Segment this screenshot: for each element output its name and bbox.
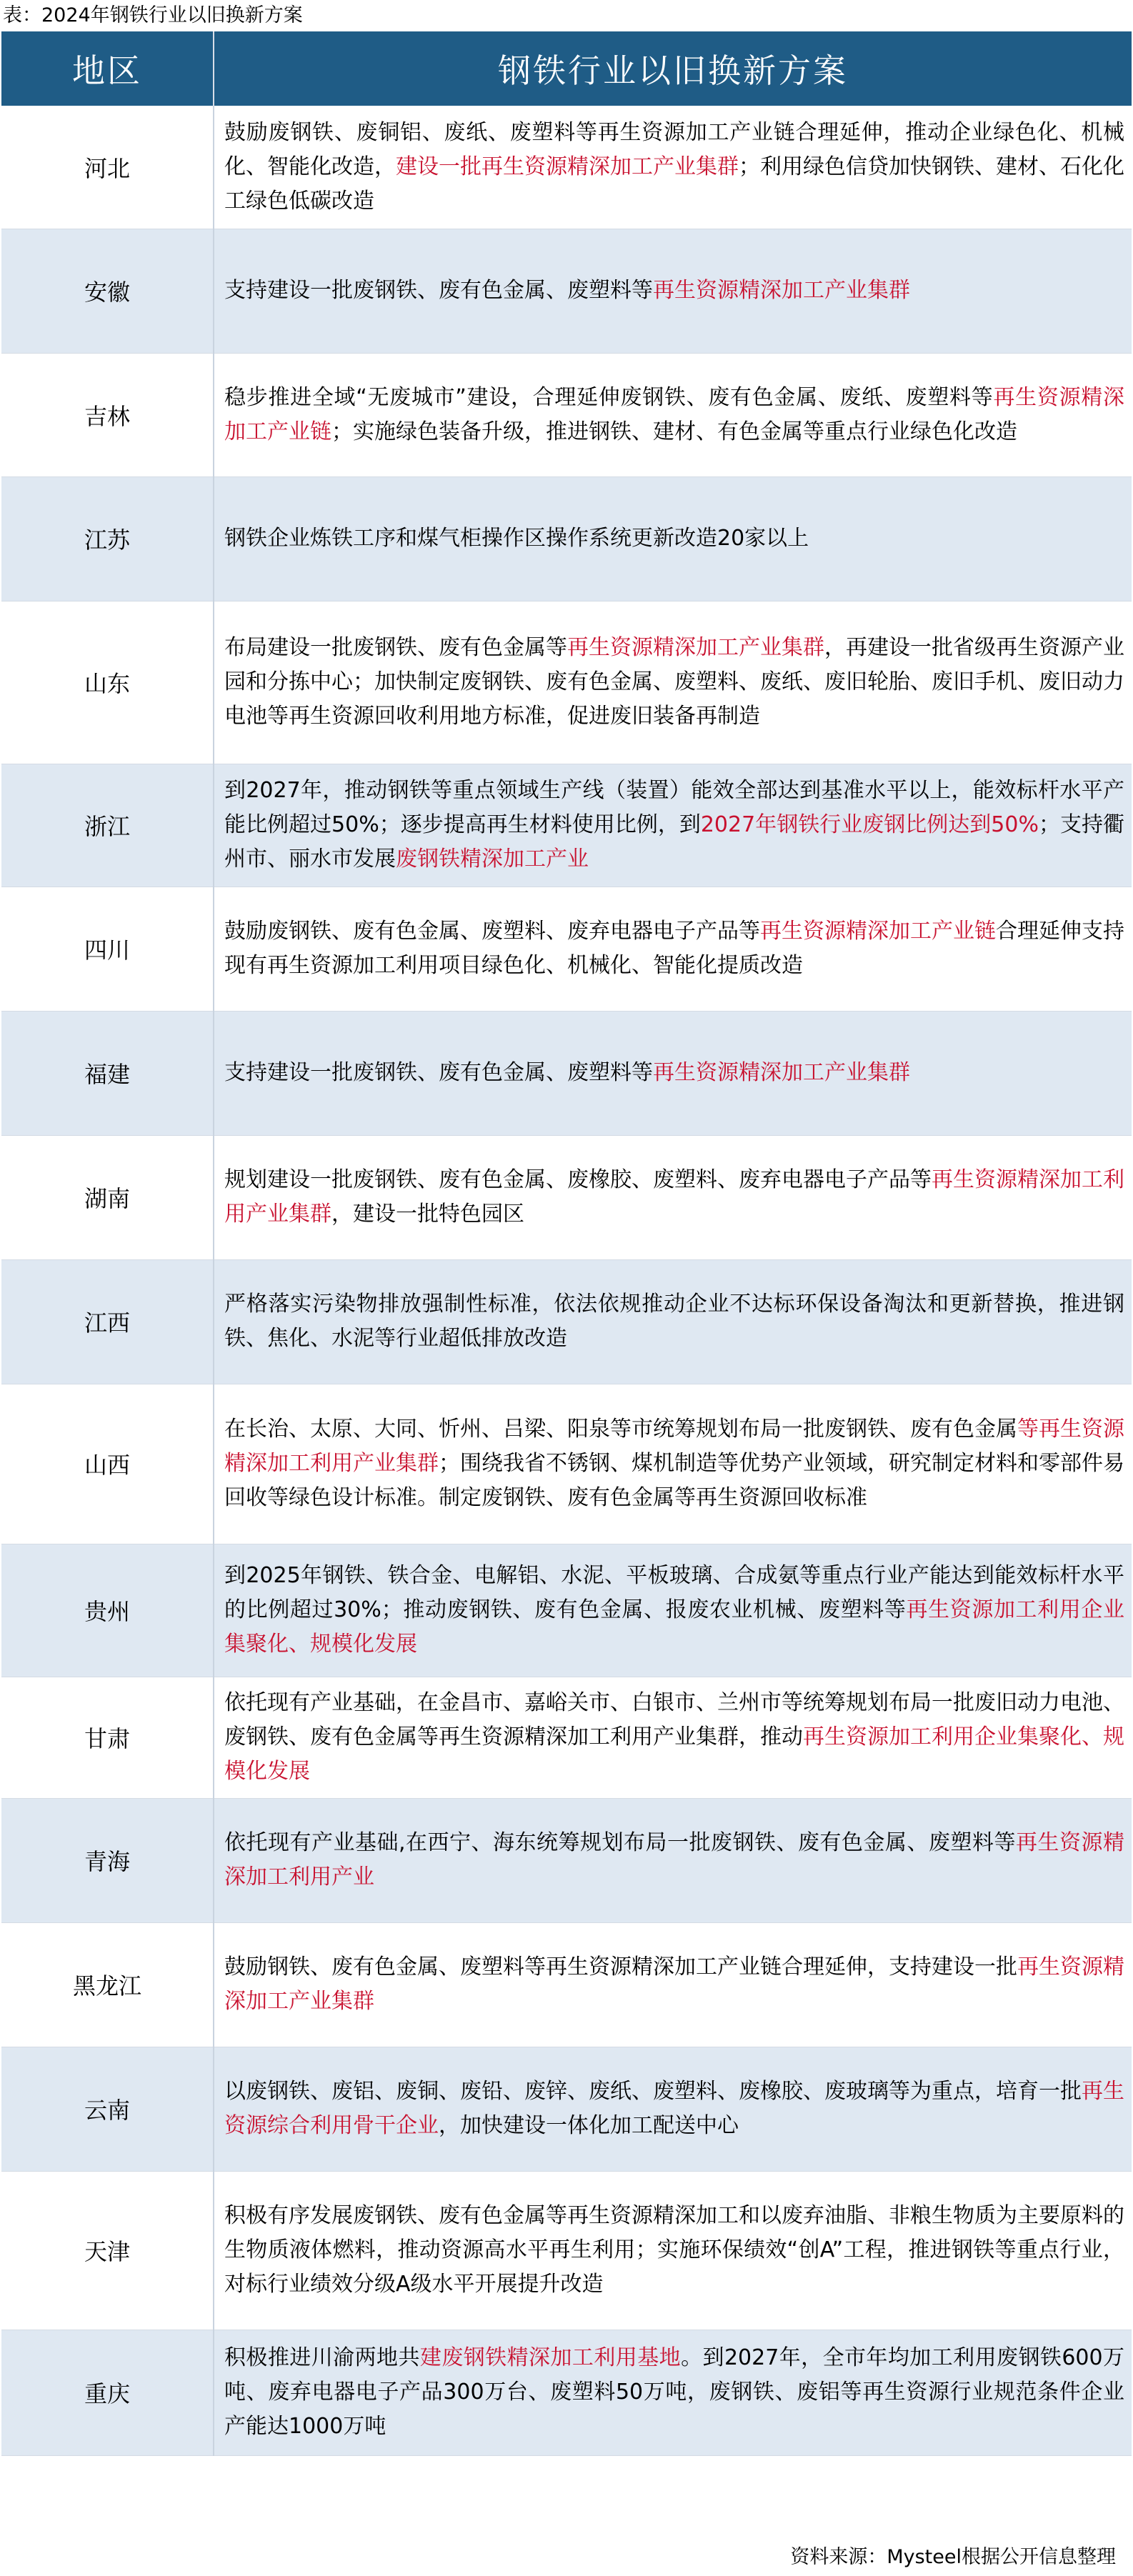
table-row xyxy=(1,1384,1132,1544)
highlighted-text: 再生资源精深加工产业链 xyxy=(760,919,996,944)
plan-text: ，加快建设一体化加工配送中心 xyxy=(439,2113,739,2138)
plan-description-cell xyxy=(214,1011,1132,1135)
plan-text: 到2025年钢铁、铁合金、电解铝、水泥、平板玻璃、合成氨等重点行业产能达到能效标杆水平的比例超过30%；推动废钢铁、废有色金属、报废农业机械、废塑料等 xyxy=(224,1563,1124,1622)
highlighted-text: 建设一批再生资源精深加工产业集群 xyxy=(396,154,739,179)
region-cell: 贵州 xyxy=(1,1544,214,1677)
plan-description-cell xyxy=(214,887,1132,1011)
plan-text: 鼓励废钢铁、废有色金属、废塑料、废弃电器电子产品等 xyxy=(224,919,760,944)
region-cell: 安徽 xyxy=(1,229,214,353)
region-cell: 重庆 xyxy=(1,2330,214,2455)
plan-description-cell xyxy=(214,2047,1132,2171)
plan-description-cell xyxy=(214,1798,1132,1922)
plan-text: ；支持衢州市、丽水市发展 xyxy=(224,812,1124,872)
plan-text: 布局建设一批废钢铁、废有色金属等 xyxy=(224,635,567,660)
plan-text: 依托现有产业基础，在金昌市、嘉峪关市、白银市、兰州市等统筹规划布局一批废旧动力电池、废钢铁、废有色金属等再生资源精深加工利用产业集群，推动 xyxy=(224,1690,1124,1749)
source-note: 资料来源：Mysteel根据公开信息整理 xyxy=(790,2546,1116,2568)
plan-text: 到2027年，推动钢铁等重点领域生产线（装置）能效全部达到基准水平以上，能效标杆水平产能比例超过50%；逐步提高再生材料使用比例，到 xyxy=(224,778,1124,837)
plan-description-cell xyxy=(214,476,1132,601)
plan-text: 合理延伸支持现有再生资源加工利用项目绿色化、机械化、智能化提质改造 xyxy=(224,919,1124,978)
highlighted-text: 再生资源精深加工产业集群 xyxy=(653,278,910,303)
plan-text: 积极推进川渝两地共 xyxy=(224,2345,420,2370)
region-cell: 山东 xyxy=(1,601,214,764)
region-cell: 山西 xyxy=(1,1384,214,1544)
table-body xyxy=(1,106,1132,2455)
plan-description-cell xyxy=(214,229,1132,353)
highlighted-text: 再生资源加工利用企业集聚化、规模化发展 xyxy=(224,1597,1125,1657)
plan-description-cell xyxy=(214,2171,1132,2330)
region-cell: 福建 xyxy=(1,1011,214,1135)
region-cell: 青海 xyxy=(1,1798,214,1922)
table-row xyxy=(1,1544,1132,1677)
plan-description-cell xyxy=(214,2330,1132,2455)
header-region: 地区 xyxy=(72,51,142,90)
plan-description-cell xyxy=(214,1384,1132,1544)
table-row xyxy=(1,106,1132,229)
plan-text: 在长治、太原、大同、忻州、吕梁、阳泉等市统筹规划布局一批废钢铁、废有色金属 xyxy=(224,1417,1017,1442)
highlighted-text: 再生资源精深加工产业集群 xyxy=(224,1955,1124,2014)
highlighted-text: 再生资源精深加工产业集群 xyxy=(653,1060,910,1085)
plan-text: 支持建设一批废钢铁、废有色金属、废塑料等 xyxy=(224,278,653,303)
header-region-cell xyxy=(1,31,214,106)
header-plan: 钢铁行业以旧换新方案 xyxy=(498,51,848,90)
highlighted-text: 建废钢铁精深加工利用基地 xyxy=(419,2345,682,2370)
plan-text: 严格落实污染物排放强制性标准，依法依规推动企业不达标环保设备淘汰和更新替换，推进钢铁、焦化、水泥等行业超低排放改造 xyxy=(224,1292,1124,1351)
table-row xyxy=(1,476,1132,601)
plan-description-cell xyxy=(214,353,1132,476)
plan-description-cell xyxy=(214,106,1132,229)
region-cell: 黑龙江 xyxy=(1,1922,214,2047)
region-cell: 河北 xyxy=(1,106,214,229)
plan-text: ，建设一批特色园区 xyxy=(331,1202,524,1227)
region-cell: 湖南 xyxy=(1,1135,214,1259)
plan-text: ；利用绿色信贷加快钢铁、建材、石化化工绿色低碳改造 xyxy=(224,154,1124,214)
region-cell: 四川 xyxy=(1,887,214,1011)
plan-text: 鼓励废钢铁、废铜铝、废纸、废塑料等再生资源加工产业链合理延伸，推动企业绿色化、机械化、智能化改造， xyxy=(224,119,1124,179)
table-caption: 表：2024年钢铁行业以旧换新方案 xyxy=(3,4,303,26)
plan-text: 积极有序发展废钢铁、废有色金属等再生资源精深加工和以废弃油脂、非粮生物质为主要原料的生物质液体燃料，推动资源高水平再生利用；实施环保绩效“创A”工程，推进钢铁等重点行业，对标行业绩效分级A级水平开展提升改造 xyxy=(224,2203,1124,2297)
table-row xyxy=(1,601,1132,764)
table-row xyxy=(1,887,1132,1011)
highlighted-text: 再生资源精深加工利用产业集群 xyxy=(224,1167,1124,1227)
plan-description-cell xyxy=(214,1544,1132,1677)
region-cell: 云南 xyxy=(1,2047,214,2171)
table-row xyxy=(1,764,1132,887)
highlighted-text: 再生资源精深加工产业集群 xyxy=(567,635,824,660)
plan-text: 以废钢铁、废铝、废铜、废铅、废锌、废纸、废塑料、废橡胶、废玻璃等为重点，培育一批 xyxy=(224,2079,1082,2104)
table-row xyxy=(1,353,1132,476)
table-row xyxy=(1,2171,1132,2330)
highlighted-text: 2027年钢铁行业废钢比例达到50% xyxy=(700,812,1039,837)
table-row xyxy=(1,1798,1132,1922)
highlighted-text: 等再生资源精深加工利用产业集群 xyxy=(224,1417,1124,1476)
policy-table xyxy=(1,31,1132,2456)
plan-description-cell xyxy=(214,1922,1132,2047)
highlighted-text: 废钢铁精深加工产业 xyxy=(396,847,589,872)
table-row xyxy=(1,1922,1132,2047)
table-row xyxy=(1,1135,1132,1259)
region-cell: 天津 xyxy=(1,2171,214,2330)
plan-text: ，再建设一批省级再生资源产业园和分拣中心；加快制定废钢铁、废有色金属、废塑料、废纸、废旧轮胎、废旧手机、废旧动力电池等再生资源回收利用地方标准，促进废旧装备再制造 xyxy=(224,635,1124,729)
plan-text: 鼓励钢铁、废有色金属、废塑料等再生资源精深加工产业链合理延伸，支持建设一批 xyxy=(224,1955,1017,1980)
table-header-row xyxy=(1,31,1132,106)
table-row xyxy=(1,1011,1132,1135)
highlighted-text: 再生资源精深加工利用产业 xyxy=(224,1830,1124,1889)
table-row xyxy=(1,1259,1132,1384)
region-cell: 浙江 xyxy=(1,764,214,887)
highlighted-text: 再生资源精深加工产业链 xyxy=(224,384,1124,444)
table-row xyxy=(1,1677,1132,1798)
plan-text: ；围绕我省不锈钢、煤机制造等优势产业领域，研究制定材料和零部件易回收等绿色设计标准。制定废钢铁、废有色金属等再生资源回收标准 xyxy=(224,1451,1124,1510)
plan-text: 依托现有产业基础,在西宁、海东统筹规划布局一批废钢铁、废有色金属、废塑料等 xyxy=(224,1830,1016,1855)
region-cell: 江苏 xyxy=(1,476,214,601)
plan-description-cell xyxy=(214,1259,1132,1384)
plan-text: 钢铁企业炼铁工序和煤气柜操作区操作系统更新改造20家以上 xyxy=(224,526,809,551)
plan-text: 。到2027年，全市年均加工利用废钢铁600万吨、废弃电器电子产品300万台、废塑料50万吨，废钢铁、废铝等再生资源行业规范条件企业产能达1000万吨 xyxy=(224,2345,1125,2439)
table-row xyxy=(1,229,1132,353)
region-cell: 甘肃 xyxy=(1,1677,214,1798)
table-row xyxy=(1,2047,1132,2171)
highlighted-text: 再生资源加工利用企业集聚化、规模化发展 xyxy=(224,1724,1124,1784)
plan-text: 规划建设一批废钢铁、废有色金属、废橡胶、废塑料、废弃电器电子产品等 xyxy=(224,1167,932,1192)
plan-description-cell xyxy=(214,764,1132,887)
plan-description-cell xyxy=(214,601,1132,764)
plan-text: 稳步推进全域“无废城市”建设，合理延伸废钢铁、废有色金属、废纸、废塑料等 xyxy=(224,384,994,410)
plan-text: ；实施绿色装备升级，推进钢铁、建材、有色金属等重点行业绿色化改造 xyxy=(331,419,1017,444)
region-cell: 江西 xyxy=(1,1259,214,1384)
plan-description-cell xyxy=(214,1135,1132,1259)
table-row xyxy=(1,2330,1132,2455)
header-plan-cell xyxy=(214,31,1132,106)
plan-description-cell xyxy=(214,1677,1132,1798)
highlighted-text: 再生资源综合利用骨干企业 xyxy=(224,2079,1124,2138)
region-cell: 吉林 xyxy=(1,353,214,476)
plan-text: 支持建设一批废钢铁、废有色金属、废塑料等 xyxy=(224,1060,653,1085)
